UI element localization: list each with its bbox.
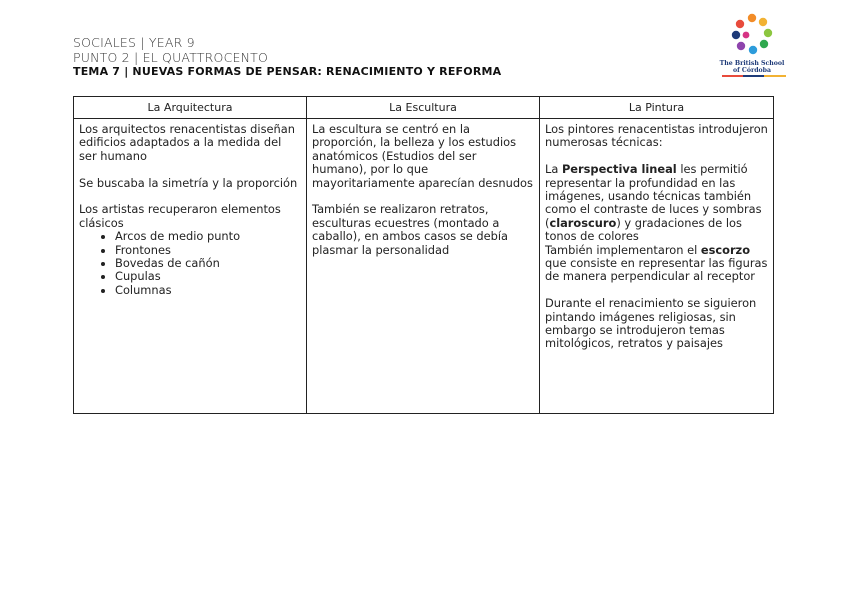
pintura-p1: Los pintores renacentistas introdujeron numerosas técnicas:: [545, 122, 768, 150]
arquitectura-p2: Se buscaba la simetría y la proporción: [79, 175, 298, 190]
pintura-p2-pre: La: [545, 162, 562, 177]
pintura-p3-pre: También implementaron el: [545, 242, 701, 257]
comparison-table: [73, 96, 774, 414]
term-perspectiva-lineal: Perspectiva lineal: [561, 162, 677, 177]
pintura-p4: Durante el renacimiento se siguieron pintando imágenes religiosas, sin embargo se introdujeron temas mitológicos, retratos y paisajes: [545, 296, 757, 351]
logo-dot: [732, 31, 740, 39]
term-escorzo: escorzo: [700, 242, 751, 257]
header-pintura: La Pintura: [540, 97, 774, 119]
pintura-p3: [545, 244, 768, 284]
arquitectura-p1: Los arquitectos renacentistas diseñan edificios adaptados a la medida del ser humano: [79, 122, 295, 163]
logo-dot: [759, 18, 767, 26]
document-header: [73, 35, 501, 79]
pintura-p2-mid: les permitió representar la profundidad en las imágenes, usando técnicas también como el contraste de luces y sombras (: [545, 162, 762, 230]
school-logo: [716, 13, 788, 79]
topic-title: TEMA 7 | NUEVAS FORMAS DE PENSAR: RENACIMIENTO Y REFORMA: [73, 65, 502, 78]
pintura-p2-post: ) y gradaciones de los tonos de colores: [545, 215, 742, 244]
list-item: • Cupulas: [115, 270, 301, 283]
logo-underline: [722, 75, 786, 77]
logo-dot: [764, 29, 772, 37]
logo-text-line2: of Córdoba: [732, 67, 772, 74]
cell-pintura: [540, 119, 774, 414]
logo-dot: [743, 32, 750, 39]
term-claroscuro: claroscuro: [549, 215, 617, 230]
subject-year: SOCIALES | YEAR 9: [73, 35, 195, 50]
logo-dot: [748, 14, 756, 22]
cell-arquitectura: [74, 119, 307, 414]
list-item: • Bovedas de cañón: [115, 257, 301, 270]
logo-dots-icon: [716, 13, 788, 59]
escultura-p2: También se realizaron retratos, esculturas ecuestres (montado a caballo), en ambos casos se debía plasmar la personalidad: [312, 202, 508, 257]
logo-dot: [760, 40, 768, 48]
table-header-row: [74, 97, 774, 119]
logo-dot: [737, 42, 745, 50]
list-item: • Columnas: [115, 284, 301, 297]
logo-text-line1: The British School: [719, 60, 785, 67]
header-arquitectura: La Arquitectura: [74, 97, 307, 119]
cell-escultura: [307, 119, 540, 414]
unit-title: PUNTO 2 | EL QUATTROCENTO: [73, 50, 269, 65]
pintura-p2: [545, 163, 768, 243]
header-escultura: La Escultura: [307, 97, 540, 119]
logo-dot: [736, 20, 744, 28]
table-row: [74, 119, 774, 414]
escultura-p1: La escultura se centró en la proporción, la belleza y los estudios anatómicos (Estudios del ser humano), por lo que mayoritariamente aparecían desnudos: [312, 122, 533, 190]
list-item: • Frontones: [115, 244, 301, 257]
list-item: • Arcos de medio punto: [115, 230, 301, 243]
arquitectura-p3: Los artistas recuperaron elementos clásicos: [79, 202, 281, 230]
logo-dot: [749, 46, 757, 54]
pintura-p3-post: que consiste en representar las figuras de manera perpendicular al receptor: [545, 256, 768, 284]
elements-list: [79, 230, 301, 297]
